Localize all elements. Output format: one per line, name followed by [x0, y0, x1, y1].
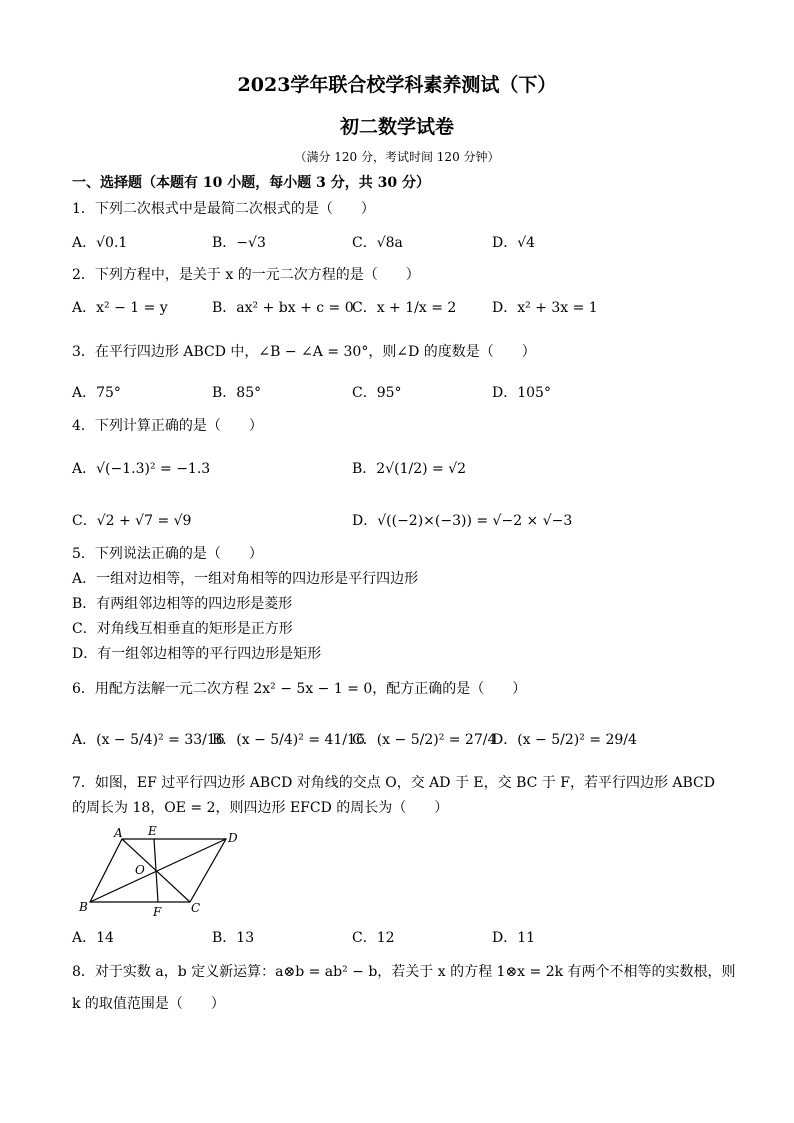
q3-option-d: D．105° — [492, 385, 551, 401]
label-b: B — [79, 900, 88, 914]
exam-subtitle: 初二数学试卷 — [339, 116, 454, 138]
question-6: 6．用配方法解一元二次方程 2x² − 5x − 1 = 0，配方正确的是（ ） — [72, 681, 527, 697]
question-7-line2: 的周长为 18，OE = 2，则四边形 EFCD 的周长为（ ） — [72, 800, 449, 816]
question-8-line2: k 的取值范围是（ ） — [72, 996, 225, 1012]
q1-option-c: C．√8a — [352, 235, 403, 251]
label-c: C — [191, 901, 201, 915]
q1-option-b: B．−√3 — [212, 235, 266, 251]
question-3: 3．在平行四边形 ABCD 中，∠B − ∠A = 30°，则∠D 的度数是（ ） — [72, 344, 536, 360]
q7-option-c: C．12 — [352, 930, 395, 946]
q5-option-c: C．对角线互相垂直的矩形是正方形 — [72, 621, 293, 637]
q5-option-a: A．一组对边相等，一组对角相等的四边形是平行四边形 — [72, 571, 419, 587]
q2-option-a: A．x² − 1 = y — [72, 300, 168, 316]
q1-option-d: D．√4 — [492, 235, 536, 251]
label-a: A — [114, 826, 123, 840]
label-d: D — [228, 831, 238, 845]
q2-option-c: C．x + 1/x = 2 — [352, 300, 457, 316]
question-5: 5．下列说法正确的是（ ） — [72, 546, 263, 562]
q5-option-d: D．有一组邻边相等的平行四边形是矩形 — [72, 646, 322, 662]
parallelogram-figure — [76, 824, 246, 920]
exam-title: 2023学年联合校学科素养测试（下） — [237, 74, 557, 96]
q4-option-d: D．√((−2)×(−3)) = √−2 × √−3 — [352, 513, 573, 529]
label-e: E — [148, 824, 157, 838]
q4-option-a: A．√(−1.3)² = −1.3 — [72, 461, 211, 477]
label-f: F — [153, 905, 162, 919]
q6-option-d: D．(x − 5/2)² = 29/4 — [492, 732, 637, 748]
question-4: 4．下列计算正确的是（ ） — [72, 418, 263, 434]
q7-option-a: A．14 — [72, 930, 114, 946]
q2-option-b: B．ax² + bx + c = 0 — [212, 300, 354, 316]
section-heading: 一、选择题（本题有 10 小题，每小题 3 分，共 30 分） — [72, 175, 430, 191]
question-1: 1．下列二次根式中是最简二次根式的是（ ） — [72, 201, 375, 217]
q1-option-a: A．√0.1 — [72, 235, 128, 251]
question-7: 7．如图，EF 过平行四边形 ABCD 对角线的交点 O，交 AD 于 E，交 BC 于 F，若平行四边形 ABCD — [72, 775, 715, 791]
q7-option-b: B．13 — [212, 930, 255, 946]
q6-option-a: A．(x − 5/4)² = 33/16 — [72, 732, 225, 748]
q3-option-c: C．95° — [352, 385, 402, 401]
q4-option-c: C．√2 + √7 = √9 — [72, 513, 192, 529]
question-2: 2．下列方程中，是关于 x 的一元二次方程的是（ ） — [72, 267, 420, 283]
question-8: 8．对于实数 a，b 定义新运算：a⊗b = ab² − b，若关于 x 的方程 1⊗x = 2k 有两个不相等的实数根，则 — [72, 964, 736, 980]
q3-option-b: B．85° — [212, 385, 262, 401]
q7-option-d: D．11 — [492, 930, 536, 946]
exam-note: （满分 120 分，考试时间 120 分钟） — [294, 150, 500, 164]
label-o: O — [135, 863, 145, 877]
q5-option-b: B．有两组邻边相等的四边形是菱形 — [72, 596, 293, 612]
q4-option-b: B．2√(1/2) = √2 — [352, 461, 467, 477]
q3-option-a: A．75° — [72, 385, 121, 401]
q6-option-c: C．(x − 5/2)² = 27/4 — [352, 732, 497, 748]
q2-option-d: D．x² + 3x = 1 — [492, 300, 598, 316]
q6-option-b: B．(x − 5/4)² = 41/16 — [212, 732, 365, 748]
